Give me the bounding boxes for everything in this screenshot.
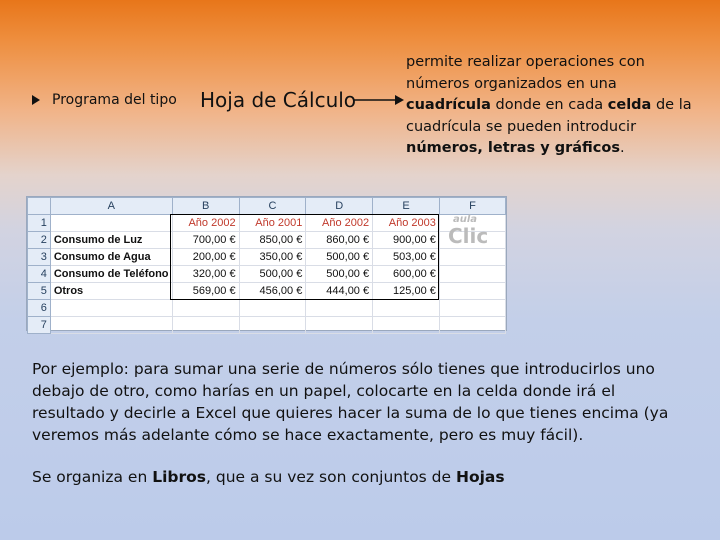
value-cell[interactable]: 125,00 €	[373, 283, 440, 300]
column-header[interactable]: B	[172, 198, 239, 215]
cell[interactable]	[373, 317, 440, 334]
column-header[interactable]: E	[373, 198, 440, 215]
cell[interactable]	[439, 317, 505, 334]
value-cell[interactable]: 503,00 €	[373, 249, 440, 266]
value-cell[interactable]: 900,00 €	[373, 232, 440, 249]
aulaclic-watermark: aula Clic	[448, 214, 489, 248]
cell[interactable]	[439, 300, 505, 317]
slide-keyword-title: Hoja de Cálculo	[200, 88, 357, 112]
definition-text: permite realizar operaciones con números organizados en una cuadrícula donde en cada celda de la cuadrícula se pueden introducir números, letras y gráficos.	[406, 54, 692, 156]
cell[interactable]	[50, 317, 172, 334]
table-row	[28, 215, 506, 232]
column-header[interactable]: C	[239, 198, 306, 215]
value-cell[interactable]: 500,00 €	[306, 249, 373, 266]
table-row	[28, 317, 506, 334]
cell[interactable]	[306, 317, 373, 334]
column-header[interactable]: F	[439, 198, 505, 215]
spreadsheet-grid	[27, 197, 506, 334]
category-cell[interactable]: Otros	[50, 283, 172, 300]
value-cell[interactable]: 200,00 €	[172, 249, 239, 266]
column-header[interactable]: D	[306, 198, 373, 215]
value-cell[interactable]: 860,00 €	[306, 232, 373, 249]
spreadsheet-screenshot	[26, 196, 507, 331]
year-header-cell[interactable]: Año 2003	[373, 215, 440, 232]
organization-paragraph: Se organiza en Libros, que a su vez son conjuntos de Hojas	[32, 468, 505, 486]
bullet-text: Programa del tipo	[52, 92, 177, 108]
value-cell[interactable]: 500,00 €	[239, 266, 306, 283]
select-all-corner[interactable]	[28, 198, 51, 215]
table-row	[28, 266, 506, 283]
row-header[interactable]: 2	[28, 232, 51, 249]
value-cell[interactable]: 500,00 €	[306, 266, 373, 283]
year-header-cell[interactable]: Año 2002	[306, 215, 373, 232]
category-cell[interactable]: Consumo de Agua	[50, 249, 172, 266]
row-header[interactable]: 6	[28, 300, 51, 317]
value-cell[interactable]: 850,00 €	[239, 232, 306, 249]
value-cell[interactable]: 700,00 €	[172, 232, 239, 249]
cell[interactable]	[239, 300, 306, 317]
year-header-cell[interactable]: Año 2002	[172, 215, 239, 232]
bullet-line	[32, 92, 177, 108]
cell[interactable]	[439, 283, 505, 300]
row-header[interactable]: 7	[28, 317, 51, 334]
row-header[interactable]: 5	[28, 283, 51, 300]
row-header[interactable]: 1	[28, 215, 51, 232]
cell[interactable]	[172, 300, 239, 317]
year-header-cell[interactable]: Año 2001	[239, 215, 306, 232]
table-row	[28, 283, 506, 300]
row-header[interactable]: 3	[28, 249, 51, 266]
value-cell[interactable]: 600,00 €	[373, 266, 440, 283]
value-cell[interactable]: 320,00 €	[172, 266, 239, 283]
value-cell[interactable]: 350,00 €	[239, 249, 306, 266]
right-arrow-icon	[354, 94, 404, 106]
cell[interactable]	[50, 300, 172, 317]
cell[interactable]	[439, 266, 505, 283]
value-cell[interactable]: 444,00 €	[306, 283, 373, 300]
category-cell[interactable]: Consumo de Luz	[50, 232, 172, 249]
cell[interactable]	[306, 300, 373, 317]
category-cell[interactable]: Consumo de Teléfono	[50, 266, 172, 283]
table-row	[28, 300, 506, 317]
example-paragraph: Por ejemplo: para sumar una serie de números sólo tienes que introducirlos uno debajo de otro, como harías en un papel, colocarte en la celda donde irá el resultado y decirle a Excel que quieres hacer la suma de lo que tienes encima (ya veremos más adelante cómo se hace exactamente, pero es muy fácil).	[32, 360, 669, 444]
row-header[interactable]: 4	[28, 266, 51, 283]
cell[interactable]	[439, 249, 505, 266]
table-row	[28, 249, 506, 266]
cell[interactable]	[373, 300, 440, 317]
cell[interactable]	[172, 317, 239, 334]
cell[interactable]	[239, 317, 306, 334]
column-header-row	[28, 198, 506, 215]
value-cell[interactable]: 456,00 €	[239, 283, 306, 300]
value-cell[interactable]: 569,00 €	[172, 283, 239, 300]
table-row	[28, 232, 506, 249]
column-header[interactable]: A	[50, 198, 172, 215]
cell[interactable]	[50, 215, 172, 232]
bullet-arrow-icon	[32, 95, 40, 105]
